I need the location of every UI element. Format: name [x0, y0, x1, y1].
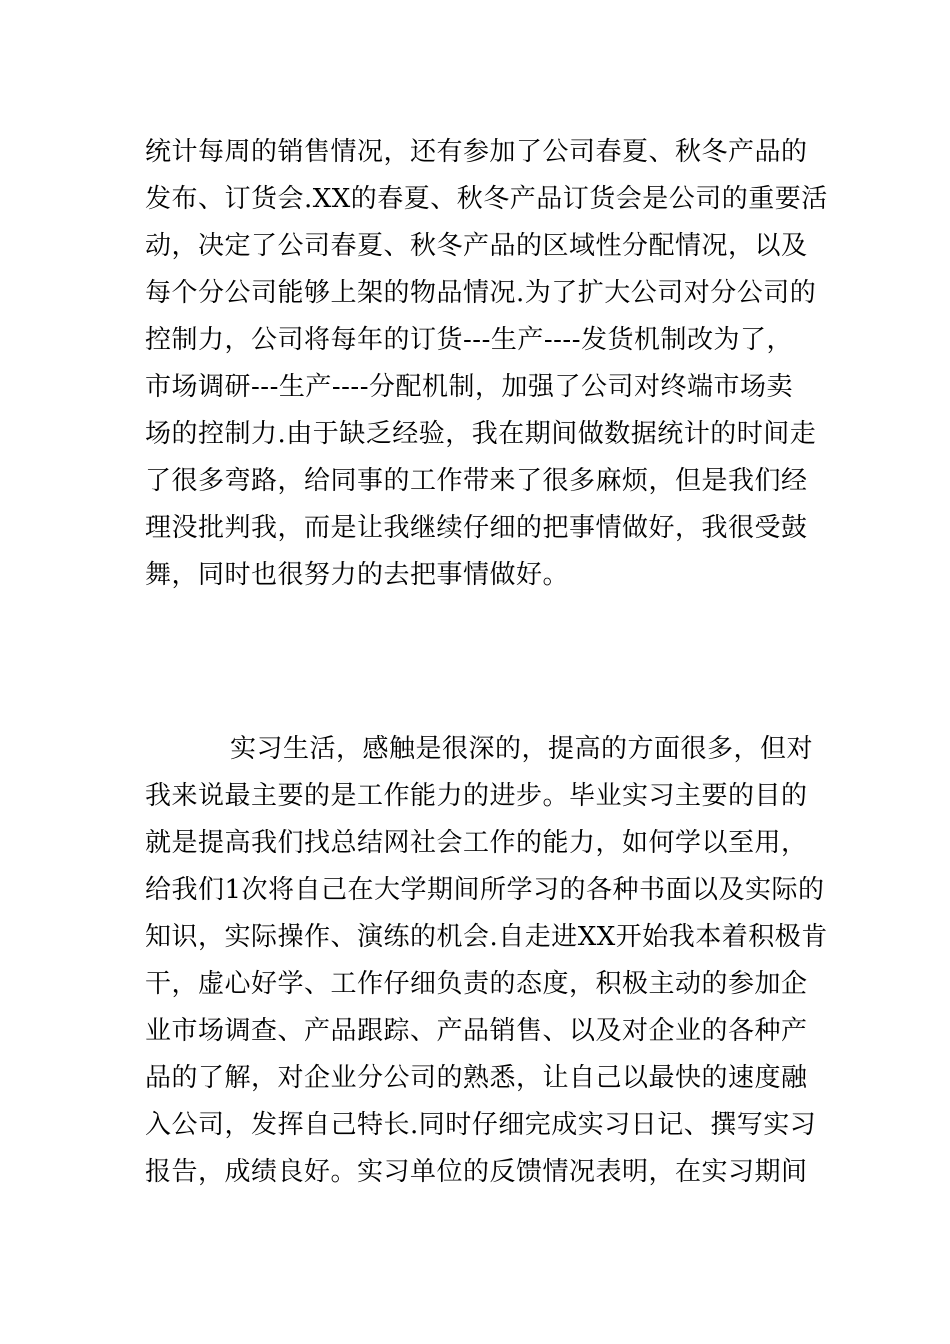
paragraph-1-line-9: 理没批判我，而是让我继续仔细的把事情做好，我很受鼓 [145, 513, 808, 543]
paragraph-1-line-10: 舞，同时也很努力的去把事情做好。 [145, 560, 570, 590]
paragraph-2-line-4: 给我们1次将自己在大学期间所学习的各种书面以及实际的 [145, 875, 825, 905]
paragraph-2-line-7: 业市场调查、产品跟踪、产品销售、以及对企业的各种产 [145, 1016, 808, 1046]
paragraph-2-line-10: 报告，成绩良好。实习单位的反馈情况表明，在实习期间 [145, 1157, 808, 1187]
paragraph-2-line-2: 我来说最主要的是工作能力的进步。毕业实习主要的目的 [145, 781, 808, 811]
paragraph-2-line-5: 知识，实际操作、演练的机会.自走进XX开始我本着积极肯 [145, 922, 828, 952]
paragraph-1-line-4: 每个分公司能够上架的物品情况.为了扩大公司对分公司的 [145, 278, 817, 308]
paragraph-1-line-7: 场的控制力.由于缺乏经验，我在期间做数据统计的时间走 [145, 419, 817, 449]
paragraph-2-line-3: 就是提高我们找总结网社会工作的能力，如何学以至用， [145, 828, 808, 858]
paragraph-1-line-2: 发布、订货会.XX的春夏、秋冬产品订货会是公司的重要活 [145, 184, 828, 214]
paragraph-2-line-9: 入公司，发挥自己特长.同时仔细完成实习日记、撰写实习 [145, 1110, 817, 1140]
paragraph-2-line-6: 干，虚心好学、工作仔细负责的态度，积极主动的参加企 [145, 969, 808, 999]
paragraph-2-line-1: 实习生活，感触是很深的，提高的方面很多，但对 [230, 734, 814, 764]
paragraph-1-line-8: 了很多弯路，给同事的工作带来了很多麻烦，但是我们经 [145, 466, 808, 496]
paragraph-1-line-5: 控制力，公司将每年的订货---生产----发货机制改为了， [145, 325, 793, 355]
paragraph-1-line-1: 统计每周的销售情况，还有参加了公司春夏、秋冬产品的 [145, 137, 808, 167]
paragraph-1-line-3: 动，决定了公司春夏、秋冬产品的区域性分配情况，以及 [145, 231, 808, 261]
paragraph-2-line-8: 品的了解，对企业分公司的熟悉，让自己以最快的速度融 [145, 1063, 808, 1093]
paragraph-1-line-6: 市场调研---生产----分配机制，加强了公司对终端市场卖 [145, 372, 793, 402]
